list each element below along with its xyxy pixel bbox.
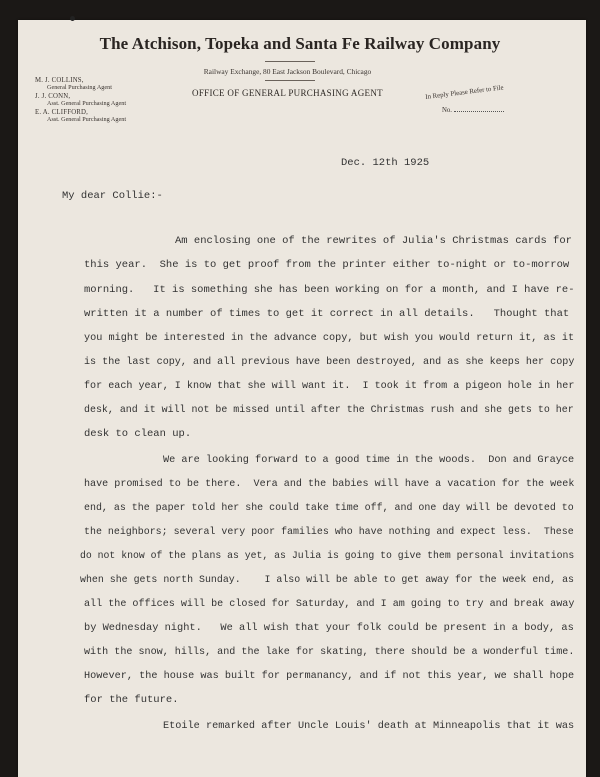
body-line: have promised to be there. Vera and the babies will have a vacation for the week bbox=[84, 478, 575, 490]
body-line: written it a number of times to get it correct in all details. Thought that bbox=[84, 308, 570, 320]
company-address: Railway Exchange, 80 East Jackson Boulevard, Chicago bbox=[203, 67, 372, 76]
body-line: this year. She is to get proof from the printer either to-night or to-morrow bbox=[84, 259, 570, 271]
body-line: end, as the paper told her she could take time off, and one day will be devoted to bbox=[84, 502, 574, 514]
reply-file-number-label: No. bbox=[442, 107, 453, 114]
body-line: Etoile remarked after Uncle Louis' death at Minneapolis that it was bbox=[163, 720, 575, 732]
office-title: OFFICE OF GENERAL PURCHASING AGENT bbox=[192, 88, 383, 98]
agent-title: General Purchasing Agent bbox=[47, 84, 112, 91]
body-line: morning. It is something she has been working on for a month, and I have re- bbox=[84, 284, 575, 296]
body-line: for each year, I know that she will want it. I took it from a pigeon hole in her bbox=[84, 380, 575, 392]
body-line: by Wednesday night. We all wish that your folk could be present in a body, as bbox=[84, 622, 574, 634]
agent-title: Asst. General Purchasing Agent bbox=[47, 116, 127, 123]
letter-date: Dec. 12th 1925 bbox=[341, 157, 430, 169]
reply-file-number bbox=[442, 107, 504, 114]
letter-page bbox=[18, 20, 586, 777]
header-rule-top bbox=[265, 61, 315, 62]
body-line: However, the house was built for permanancy, and if not this year, we shall hope bbox=[84, 670, 575, 682]
body-line: is the last copy, and all previous have been destroyed, and as she keeps her copy bbox=[84, 356, 575, 368]
agent-name: J. J. CONN, bbox=[35, 93, 71, 100]
body-line: for the future. bbox=[84, 694, 179, 706]
pin-hole bbox=[70, 16, 75, 21]
body-line: do not know of the plans as yet, as Julia is going to give them personal invitations bbox=[80, 550, 575, 562]
salutation: My dear Collie:- bbox=[62, 190, 163, 202]
body-line: all the offices will be closed for Saturday, and I am going to try and break away bbox=[84, 598, 575, 610]
header-rule-middle bbox=[265, 80, 315, 81]
agent-entry bbox=[35, 77, 126, 91]
agent-name: E. A. CLIFFORD, bbox=[35, 109, 89, 116]
body-line: the neighbors; several very poor families who have nothing and expect less. These bbox=[84, 526, 574, 538]
agent-entry bbox=[35, 109, 126, 123]
body-line: you might be interested in the advance copy, but wish you would return it, as it bbox=[84, 332, 575, 344]
agent-entry bbox=[35, 93, 126, 107]
body-line: We are looking forward to a good time in the woods. Don and Grayce bbox=[163, 454, 575, 466]
body-line: desk to clean up. bbox=[84, 428, 192, 440]
body-line: when she gets north Sunday. I also will be able to get away for the week end, as bbox=[80, 574, 574, 586]
reply-reference-note: In Reply Please Refer to File bbox=[425, 84, 504, 101]
agents-list bbox=[35, 77, 126, 125]
company-name: The Atchison, Topeka and Santa Fe Railway Company bbox=[99, 34, 501, 53]
agent-name: M. J. COLLINS, bbox=[35, 77, 84, 84]
file-number-blank bbox=[454, 111, 504, 112]
body-line: Am enclosing one of the rewrites of Julia's Christmas cards for bbox=[175, 235, 572, 247]
body-line: desk, and it will not be missed until after the Christmas rush and she gets to her bbox=[84, 404, 574, 416]
agent-title: Asst. General Purchasing Agent bbox=[47, 100, 127, 107]
body-line: with the snow, hills, and the lake for skating, there should be a wonderful time. bbox=[84, 646, 575, 658]
